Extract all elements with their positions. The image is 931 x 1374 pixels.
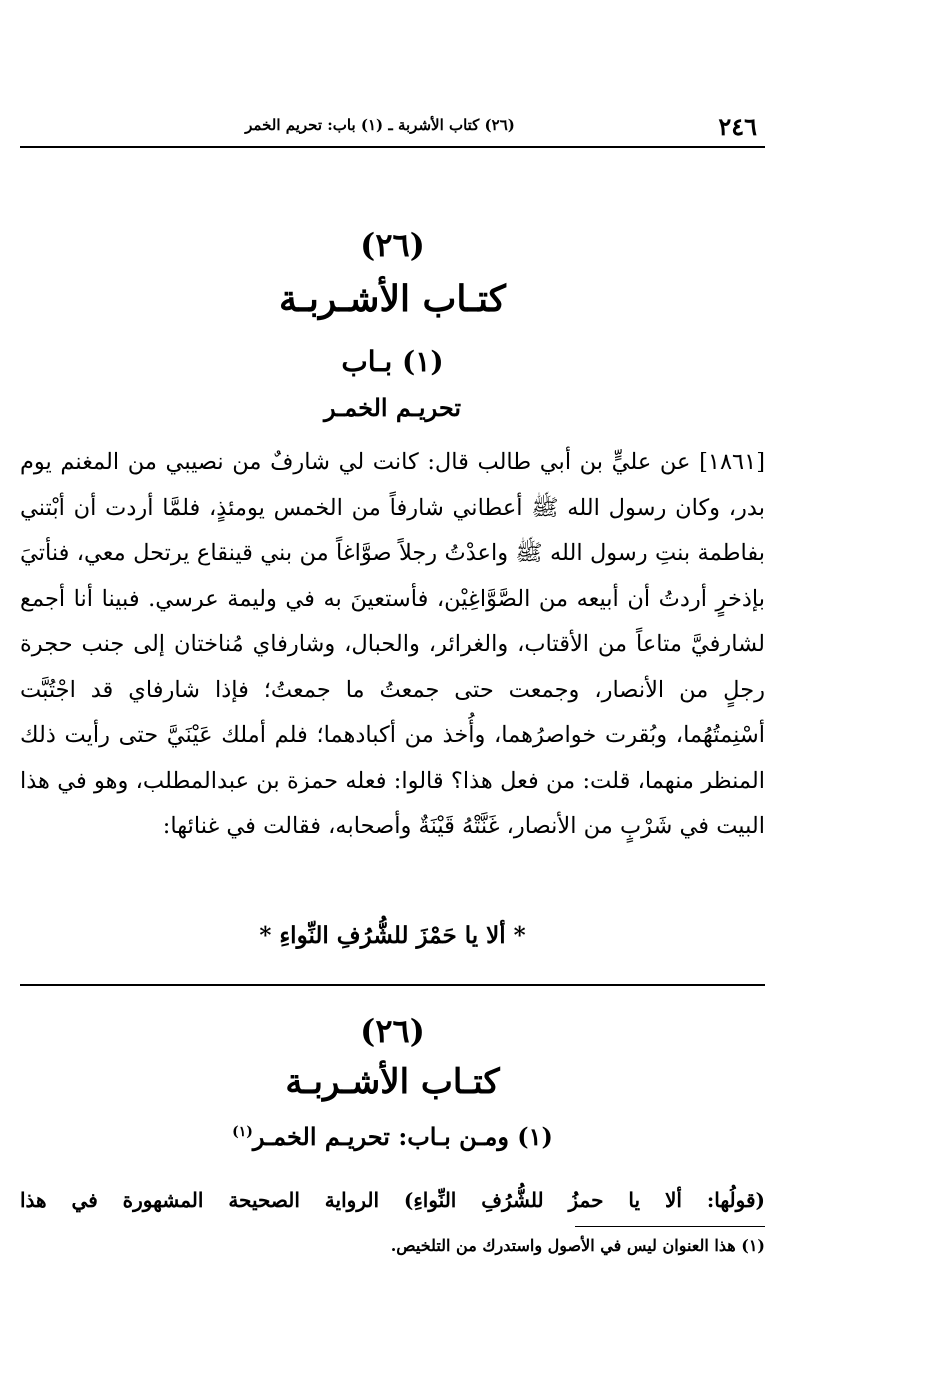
- section-number: (٢٦): [360, 226, 425, 264]
- page-number: ٢٤٦: [718, 112, 757, 141]
- commentary-book-title: كتـاب الأشـربـة: [285, 1062, 500, 1102]
- book-title: كتـاب الأشـربـة: [279, 278, 506, 320]
- running-title: (٢٦) كتاب الأشربة ـ (١) باب: تحريم الخمر: [245, 116, 515, 134]
- commentary-chapter-label: (١) ومـن بـاب: تحريـم الخمـر: [252, 1122, 553, 1151]
- section-divider: [20, 984, 765, 986]
- commentary-section-number: (٢٦): [360, 1012, 425, 1050]
- chapter-heading: (١) بـاب: [341, 345, 444, 378]
- chapter-title: تحريـم الخمـر: [323, 393, 462, 422]
- hadith-paragraph: [١٨٦١] عن عليٍّ بن أبي طالب قال: كانت لي شارفٌ من نصيبي من المغنم يوم بدر، وكان رسول الله ﷺ أعطاني شارفاً من الخمس يومئذٍ، فلمَّا أردت أن أبْتني بفاطمة بنتِ رسول الله ﷺ واعدْتُ رجلاً صوَّاغاً من بني قينقاع يرتحل معي، فنأتيَ بإذخرٍ أردتُ أن أبيعه من الصَّوَّاغِيْن، فأستعينَ به في وليمة عرسي. فبينا أنا أجمع لشارفيَّ متاعاً من الأقتاب، والغرائر، والحبال، وشارفاي مُناختان إلى جنب حجرة رجلٍ من الأنصار، وجمعت حتى جمعتُ ما جمعتُ؛ فإذا شارفاي قد اجْتُبَّت أسْنِمتُهُما، وبُقرت خواصرُهما، وأُخذ من أكبادهما؛ فلم أملك عَيْنَيَّ حتى رأيت ذلك المنظر منهما، قلت: من فعل هذا؟ قالوا: فعله حمزة بن عبدالمطلب، وهو في هذا البيت في شَرْبٍ من الأنصار، غَنَّتْهُ قَيْنَةٌ وأصحابه، فقالت في غنائها:: [20, 449, 765, 839]
- footnote: (١) هذا العنوان ليس في الأصول واستدرك من التلخيص.: [390, 1236, 765, 1255]
- footnote-reference: (١): [232, 1124, 253, 1140]
- commentary-text: (قولُها: ألا يا حمزُ للشُّرُفِ النِّواءِ) الرواية الصحيحة المشهورة في هذا: [20, 1188, 765, 1212]
- verse-line: * ألا يا حَمْزَ للشُّرُفِ النِّواءِ *: [259, 922, 526, 949]
- footnote-separator: [575, 1226, 765, 1227]
- hadith-text: [20, 440, 765, 850]
- running-header: [20, 110, 765, 148]
- commentary-chapter-heading: [20, 1122, 765, 1151]
